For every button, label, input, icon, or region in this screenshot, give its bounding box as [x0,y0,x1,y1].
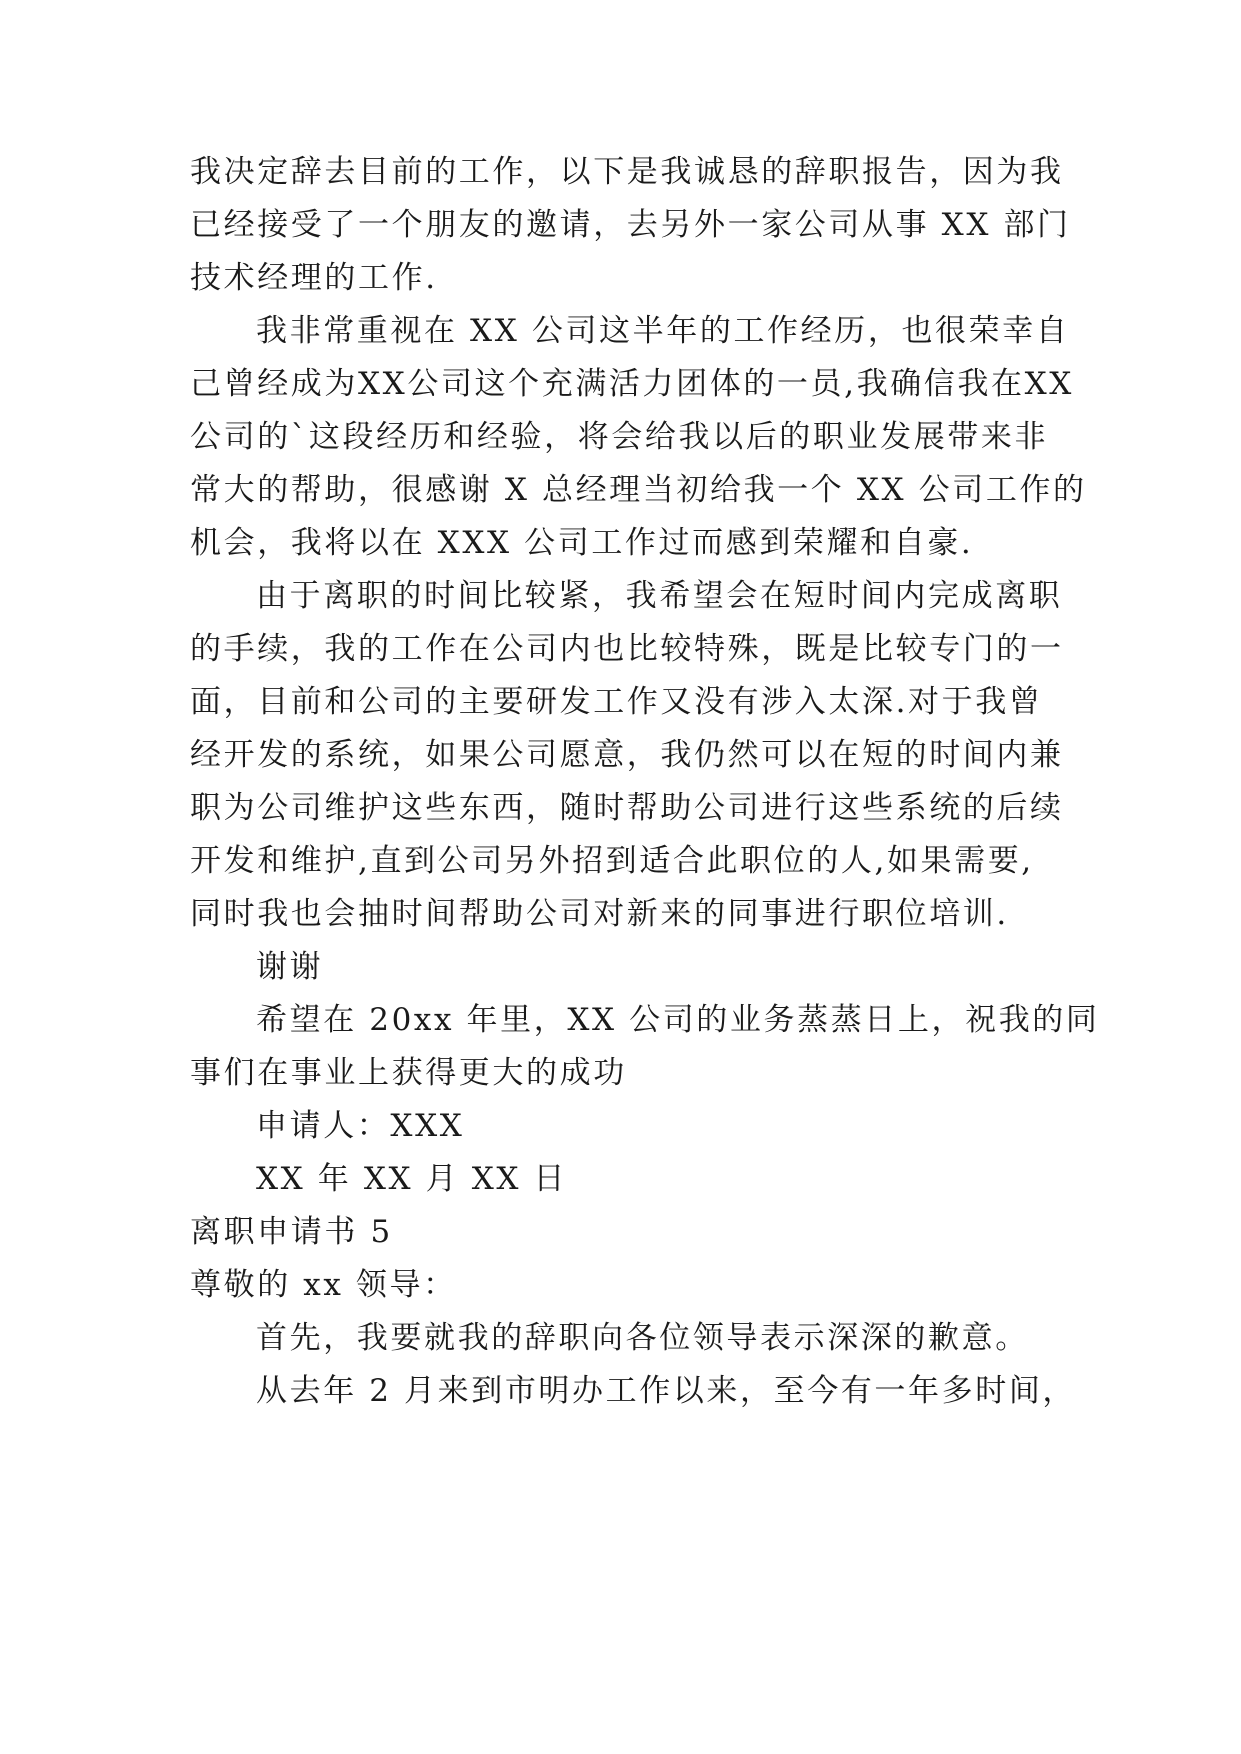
body-line: 我决定辞去目前的工作，以下是我诚恳的辞职报告，因为我 [190,154,1064,190]
body-line: 技术经理的工作. [190,260,438,296]
body-line: 同时我也会抽时间帮助公司对新来的同事进行职位培训. [190,896,1009,932]
body-line: 的手续，我的工作在公司内也比较特殊，既是比较专门的一 [190,631,1064,667]
body-line: 公司的`这段经历和经验，将会给我以后的职业发展带来非 [190,419,1049,455]
body-line: 事们在事业上获得更大的成功 [190,1055,627,1091]
paragraph-start: 从去年 2 月来到市明办工作以来，至今有一年多时间， [256,1373,1077,1409]
date-line: XX 年 XX 月 XX 日 [256,1161,568,1197]
body-line: 机会，我将以在 XXX 公司工作过而感到荣耀和自豪. [190,525,974,561]
body-line: 经开发的系统，如果公司愿意，我仍然可以在短的时间内兼 [190,737,1064,773]
section-title: 离职申请书 5 [190,1214,393,1250]
thanks-line: 谢谢 [256,949,324,985]
body-line: 已经接受了一个朋友的邀请，去另外一家公司从事 XX 部门 [190,207,1071,243]
paragraph-start: 由于离职的时间比较紧，我希望会在短时间内完成离职 [256,578,1063,614]
body-line: 面，目前和公司的主要研发工作又没有涉入太深.对于我曾 [190,684,1043,720]
salutation: 尊敬的 xx 领导： [190,1267,457,1303]
paragraph-start: 首先，我要就我的辞职向各位领导表示深深的歉意。 [256,1320,1029,1356]
paragraph-start: 希望在 20xx 年里，XX 公司的业务蒸蒸日上，祝我的同 [256,1002,1100,1038]
body-line: 常大的帮助，很感谢 X 总经理当初给我一个 XX 公司工作的 [190,472,1087,508]
body-line: 职为公司维护这些东西，随时帮助公司进行这些系统的后续 [190,790,1064,826]
paragraph-start: 我非常重视在 XX 公司这半年的工作经历，也很荣幸自 [256,313,1070,349]
applicant-line: 申请人：XXX [256,1108,465,1144]
body-line: 开发和维护,直到公司另外招到适合此职位的人,如果需要, [190,843,1034,879]
body-line: 己曾经成为XX公司这个充满活力团体的一员,我确信我在XX [190,366,1074,402]
